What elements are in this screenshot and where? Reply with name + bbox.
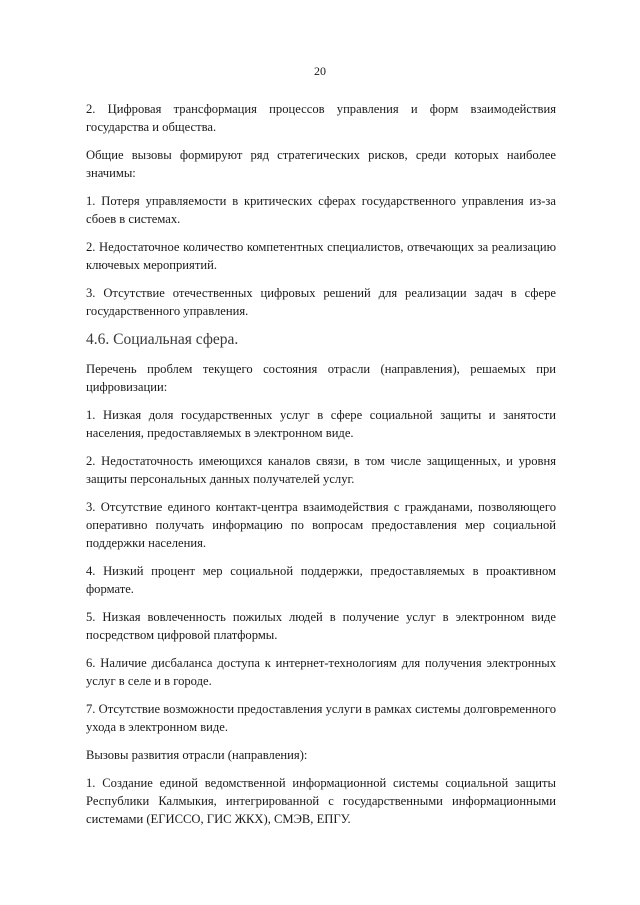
- paragraph-risk-2: 2. Недостаточное количество компетентных специалистов, отвечающих за реализацию ключевых мероприятий.: [86, 240, 556, 272]
- paragraph-problem-1: 1. Низкая доля государственных услуг в сфере социальной защиты и занятости населения, предоставляемых в электронном виде.: [86, 408, 556, 440]
- paragraph-problem-3: 3. Отсутствие единого контакт-центра взаимодействия с гражданами, позволяющего оперативно получать информацию по вопросам предоставления мер социальной поддержки населения.: [86, 500, 556, 550]
- paragraph-strategic-risks-intro: Общие вызовы формируют ряд стратегических рисков, среди которых наиболее значимы:: [86, 148, 556, 180]
- paragraph-challenge-1: 1. Создание единой ведомственной информационной системы социальной защиты Республики Калмыкия, интегрированной с государственными информационными системами (ЕГИССО, ГИС ЖКХ), СМЭВ, ЕПГУ.: [86, 776, 556, 826]
- paragraph-risk-1: 1. Потеря управляемости в критических сферах государственного управления из-за сбоев в системах.: [86, 194, 556, 226]
- paragraph-problem-4: 4. Низкий процент мер социальной поддержки, предоставляемых в проактивном формате.: [86, 564, 556, 596]
- paragraph-problem-6: 6. Наличие дисбаланса доступа к интернет-технологиям для получения электронных услуг в селе и в городе.: [86, 656, 556, 688]
- paragraph-risk-3: 3. Отсутствие отечественных цифровых решений для реализации задач в сфере государственного управления.: [86, 286, 556, 318]
- paragraph-problem-5: 5. Низкая вовлеченность пожилых людей в получение услуг в электронном виде посредством цифровой платформы.: [86, 610, 556, 642]
- paragraph-problem-7: 7. Отсутствие возможности предоставления услуги в рамках системы долговременного ухода в электронном виде.: [86, 702, 556, 734]
- paragraph-problems-intro: Перечень проблем текущего состояния отрасли (направления), решаемых при цифровизации:: [86, 362, 556, 394]
- section-heading: 4.6. Социальная сфера.: [86, 331, 239, 348]
- paragraph-problem-2: 2. Недостаточность имеющихся каналов связи, в том числе защищенных, и уровня защиты персональных данных получателей услуг.: [86, 454, 556, 486]
- page-number: 20: [314, 64, 326, 78]
- paragraph-challenges-intro: Вызовы развития отрасли (направления):: [86, 748, 308, 762]
- paragraph-digital-transformation: 2. Цифровая трансформация процессов управления и форм взаимодействия государства и общества.: [86, 102, 556, 134]
- document-body: [86, 100, 556, 838]
